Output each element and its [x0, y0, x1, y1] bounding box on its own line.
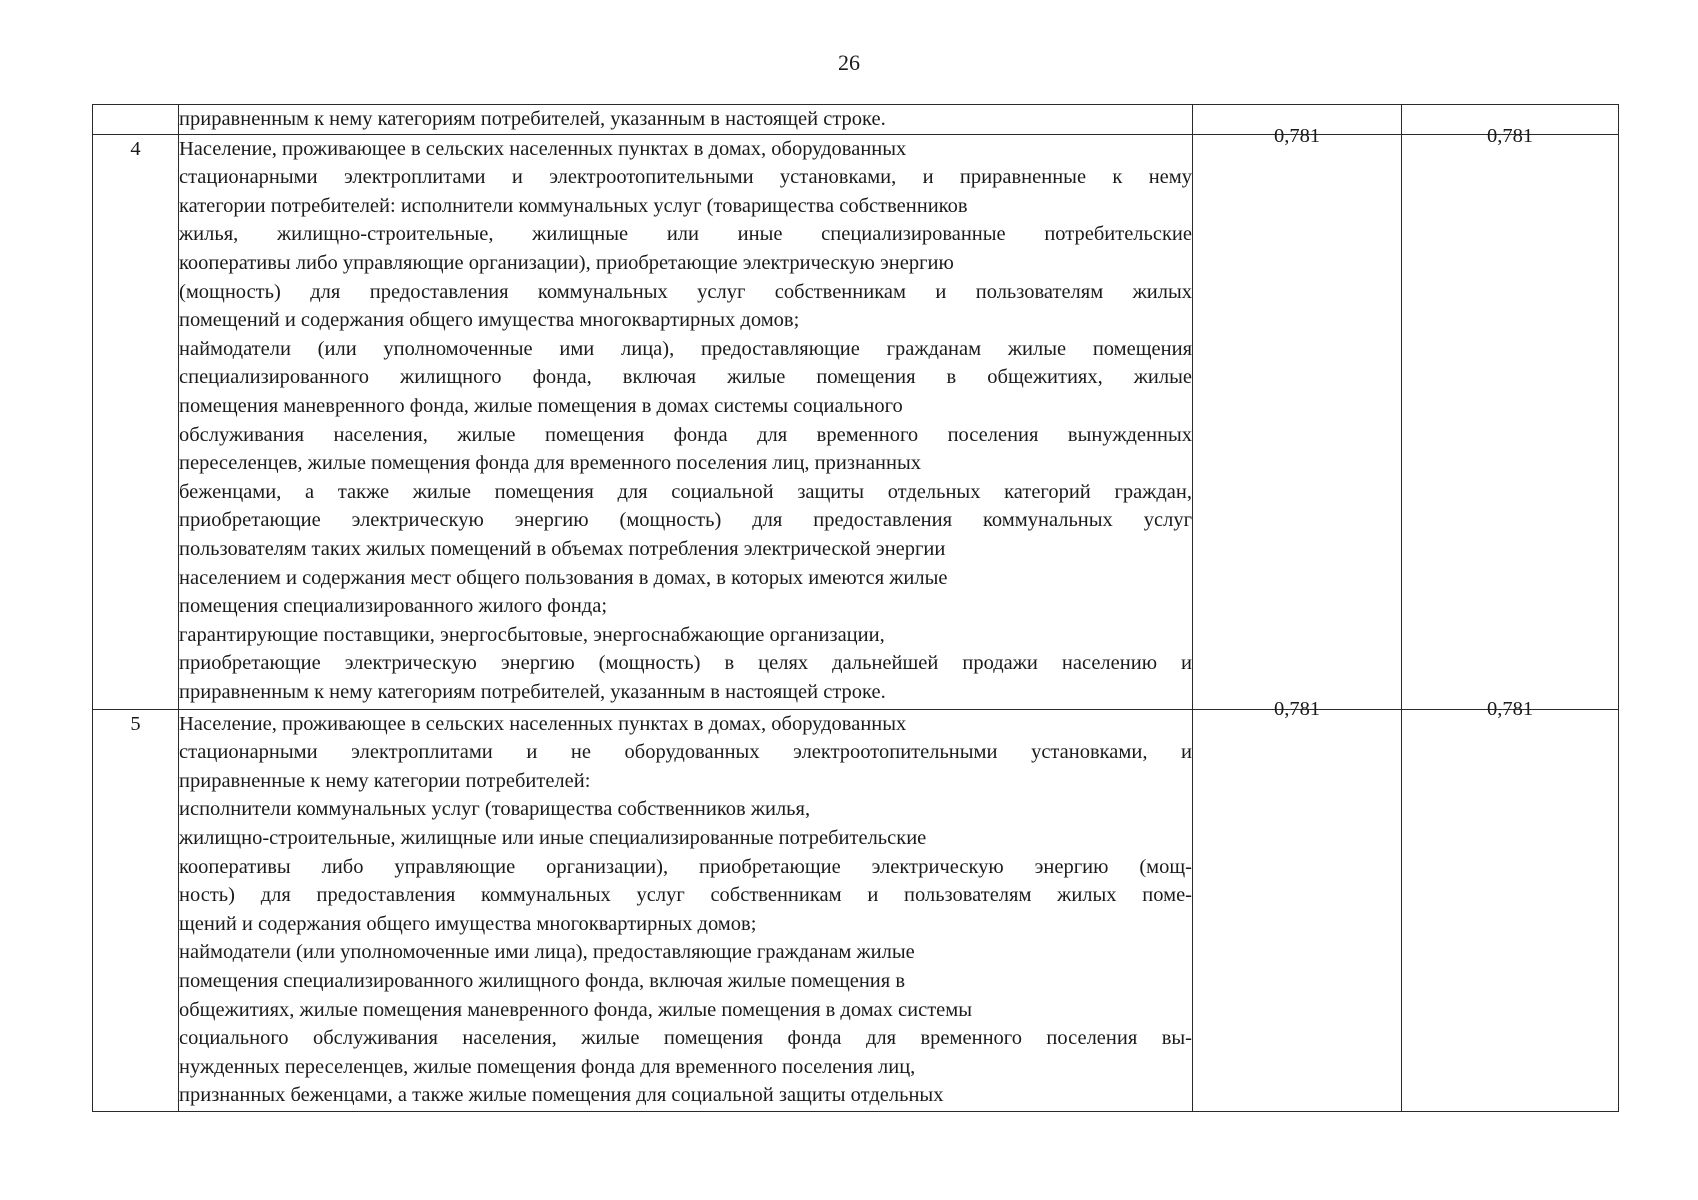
row-description-cell — [179, 105, 1193, 135]
row-value-cell-1: 0,781 — [1193, 134, 1402, 709]
description-line: кооперативы либо управляющие организации), приобретающие электрическую энергию (мощ- — [179, 855, 1192, 878]
row-number-cell — [93, 105, 179, 135]
description-line: беженцами, а также жилые помещения для социальной защиты отдельных категорий граждан, — [179, 480, 1192, 503]
description-line: кооперативы либо управляющие организации), приобретающие электрическую энергию — [179, 251, 954, 274]
description-line: нужденных переселенцев, жилые помещения фонда для временного поселения лиц, — [179, 1055, 916, 1078]
table-row — [93, 709, 1619, 1111]
description-line: пользователям таких жилых помещений в объемах потребления электрической энергии — [179, 537, 946, 560]
description-line: населением и содержания мест общего пользования в домах, в которых имеются жилые — [179, 566, 948, 589]
description-line: жилья, жилищно-строительные, жилищные или иные специализированные потребительские — [179, 223, 1192, 246]
description-line: приравненным к нему категориям потребителей, указанным в настоящей строке. — [179, 108, 886, 130]
row-number-cell: 4 — [93, 134, 179, 709]
description-line: помещений и содержания общего имущества многоквартирных домов; — [179, 309, 800, 332]
description-line: Население, проживающее в сельских населенных пунктах в домах, оборудованных — [179, 137, 907, 160]
description-line: приравненным к нему категориям потребителей, указанным в настоящей строке. — [179, 680, 886, 703]
description-line: категории потребителей: исполнители коммунальных услуг (товарищества собственников — [179, 194, 968, 217]
description-line: наймодатели (или уполномоченные ими лица), предоставляющие гражданам жилые — [179, 941, 915, 964]
description-line: наймодатели (или уполномоченные ими лица), предоставляющие гражданам жилые помещения — [179, 337, 1192, 360]
description-line: ность) для предоставления коммунальных услуг собственникам и пользователям жилых поме- — [179, 884, 1192, 907]
description-line: стационарными электроплитами и не оборудованных электроотопительными установками, и — [179, 741, 1192, 764]
description-line: приобретающие электрическую энергию (мощность) в целях дальнейшей продажи населению и — [179, 652, 1192, 675]
row-number-cell: 5 — [93, 709, 179, 1111]
description-line: общежитиях, жилые помещения маневренного фонда, жилые помещения в домах системы — [179, 998, 972, 1021]
page-number: 26 — [838, 50, 860, 75]
description-line: приобретающие электрическую энергию (мощность) для предоставления коммунальных услуг — [179, 509, 1192, 532]
tariff-table — [92, 104, 1619, 1112]
table-row — [93, 105, 1619, 135]
description-line: признанных беженцами, а также жилые помещения для социальной защиты отдельных — [179, 1084, 944, 1107]
description-line: социального обслуживания населения, жилые помещения фонда для временного поселения вы- — [179, 1027, 1192, 1050]
description-line: помещения специализированного жилого фонда; — [179, 595, 608, 618]
description-line: помещения маневренного фонда, жилые помещения в домах системы социального — [179, 394, 903, 417]
description-line: жилищно-строительные, жилищные или иные специализированные потребительские — [179, 826, 927, 849]
row-description-cell — [179, 709, 1193, 1111]
description-line: помещения специализированного жилищного фонда, включая жилые помещения в — [179, 969, 905, 992]
description-line: специализированного жилищного фонда, включая жилые помещения в общежитиях, жилые — [179, 366, 1192, 389]
description-line: обслуживания населения, жилые помещения фонда для временного поселения вынужденных — [179, 423, 1192, 446]
description-line: стационарными электроплитами и электроотопительными установками, и приравненные к нему — [179, 166, 1192, 189]
description-line: Население, проживающее в сельских населенных пунктах в домах, оборудованных — [179, 712, 907, 735]
row-value-cell-2: 0,781 — [1402, 709, 1619, 1111]
table-row — [93, 134, 1619, 709]
description-line: щений и содержания общего имущества многоквартирных домов; — [179, 912, 757, 935]
row-description-cell — [179, 134, 1193, 709]
description-line: гарантирующие поставщики, энергосбытовые, энергоснабжающие организации, — [179, 623, 885, 646]
description-line: исполнители коммунальных услуг (товарищества собственников жилья, — [179, 798, 811, 821]
row-value-cell-1: 0,781 — [1193, 709, 1402, 1111]
description-line: переселенцев, жилые помещения фонда для временного поселения лиц, признанных — [179, 452, 922, 475]
description-line: (мощность) для предоставления коммунальных услуг собственникам и пользователям жилых — [179, 280, 1192, 303]
row-value-cell-2: 0,781 — [1402, 134, 1619, 709]
description-line: приравненные к нему категории потребителей: — [179, 769, 591, 792]
